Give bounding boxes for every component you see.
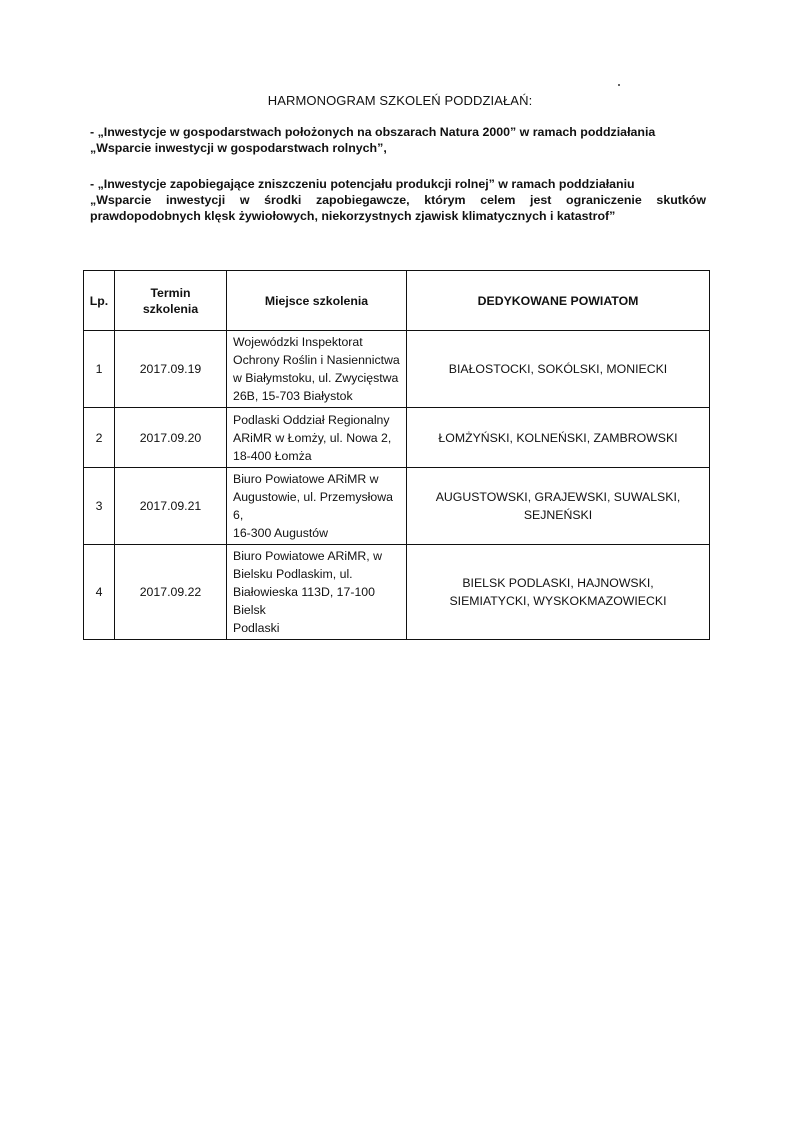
place-line: w Białymstoku, ul. Zwycięstwa	[233, 371, 399, 385]
place-line: Wojewódzki Inspektorat	[233, 335, 363, 349]
cell-place	[227, 331, 407, 408]
cell-lp: 3	[84, 468, 115, 545]
cell-place	[227, 408, 407, 468]
district-line: ŁOMŻYŃSKI, KOLNEŃSKI, ZAMBROWSKI	[438, 430, 678, 445]
district-line: SIEMIATYCKI, WYSKOKMAZOWIECKI	[449, 594, 667, 608]
table-row	[84, 331, 710, 408]
scan-speck	[618, 84, 620, 86]
district-line: BIAŁOSTOCKI, SOKÓLSKI, MONIECKI	[448, 362, 668, 376]
paragraph-line: prawdopodobnych klęsk żywiołowych, niekorzystnych zjawisk klimatycznych i katastrof”	[90, 209, 616, 223]
paragraph-line: - „Inwestycje zapobiegające zniszczeniu potencjału produkcji rolnej” w ramach poddziałaniu	[90, 177, 635, 191]
place-line: Augustowie, ul. Przemysłowa 6,	[233, 490, 393, 522]
header-termin	[115, 271, 227, 331]
table-row	[84, 408, 710, 468]
cell-districts	[407, 331, 710, 408]
place-line: Białowieska 113D, 17-100 Bielsk	[233, 585, 375, 617]
cell-districts	[407, 545, 710, 640]
header-termin-line: Termin	[150, 285, 191, 300]
training-schedule-table	[83, 270, 710, 640]
place-line: Podlaski	[233, 621, 280, 635]
table-row	[84, 468, 710, 545]
paragraph-line: „Wsparcie inwestycji w środki zapobiegawcze, którym celem jest ograniczenie skutków	[90, 193, 706, 207]
place-line: 18-400 Łomża	[233, 448, 312, 463]
paragraph-prevention	[90, 176, 706, 224]
place-line: 16-300 Augustów	[233, 526, 329, 540]
cell-date: 2017.09.21	[115, 468, 227, 545]
cell-date: 2017.09.20	[115, 408, 227, 468]
paragraph-line: - „Inwestycje w gospodarstwach położonych na obszarach Natura 2000” w ramach poddziałania	[90, 125, 656, 139]
header-termin-line: szkolenia	[142, 301, 199, 316]
cell-date: 2017.09.19	[115, 331, 227, 408]
place-line: 26B, 15-703 Białystok	[233, 389, 353, 403]
place-line: Bielsku Podlaskim, ul.	[233, 567, 353, 581]
cell-districts	[407, 408, 710, 468]
place-line: Biuro Powiatowe ARiMR w	[233, 472, 379, 486]
table-row	[84, 545, 710, 640]
header-miejsce: Miejsce szkolenia	[227, 271, 407, 331]
paragraph-line: „Wsparcie inwestycji w gospodarstwach rolnych”,	[90, 141, 387, 155]
place-line: ARiMR w Łomży, ul. Nowa 2,	[233, 430, 392, 445]
district-line: AUGUSTOWSKI, GRAJEWSKI, SUWALSKI,	[435, 490, 681, 504]
place-line: Podlaski Oddział Regionalny	[233, 412, 390, 427]
district-line: SEJNEŃSKI	[523, 508, 593, 522]
page-title: HARMONOGRAM SZKOLEŃ PODDZIAŁAŃ:	[267, 93, 533, 108]
header-lp: Lp.	[84, 271, 115, 331]
cell-lp: 2	[84, 408, 115, 468]
district-line: BIELSK PODLASKI, HAJNOWSKI,	[462, 576, 654, 590]
cell-place	[227, 468, 407, 545]
cell-lp: 4	[84, 545, 115, 640]
header-powiaty: DEDYKOWANE POWIATOM	[407, 271, 710, 331]
cell-lp: 1	[84, 331, 115, 408]
place-line: Biuro Powiatowe ARiMR, w	[233, 549, 382, 563]
cell-date: 2017.09.22	[115, 545, 227, 640]
table-header-row	[84, 271, 710, 331]
paragraph-natura-2000	[90, 124, 706, 156]
cell-districts	[407, 468, 710, 545]
cell-place	[227, 545, 407, 640]
place-line: Ochrony Roślin i Nasiennictwa	[233, 353, 400, 367]
